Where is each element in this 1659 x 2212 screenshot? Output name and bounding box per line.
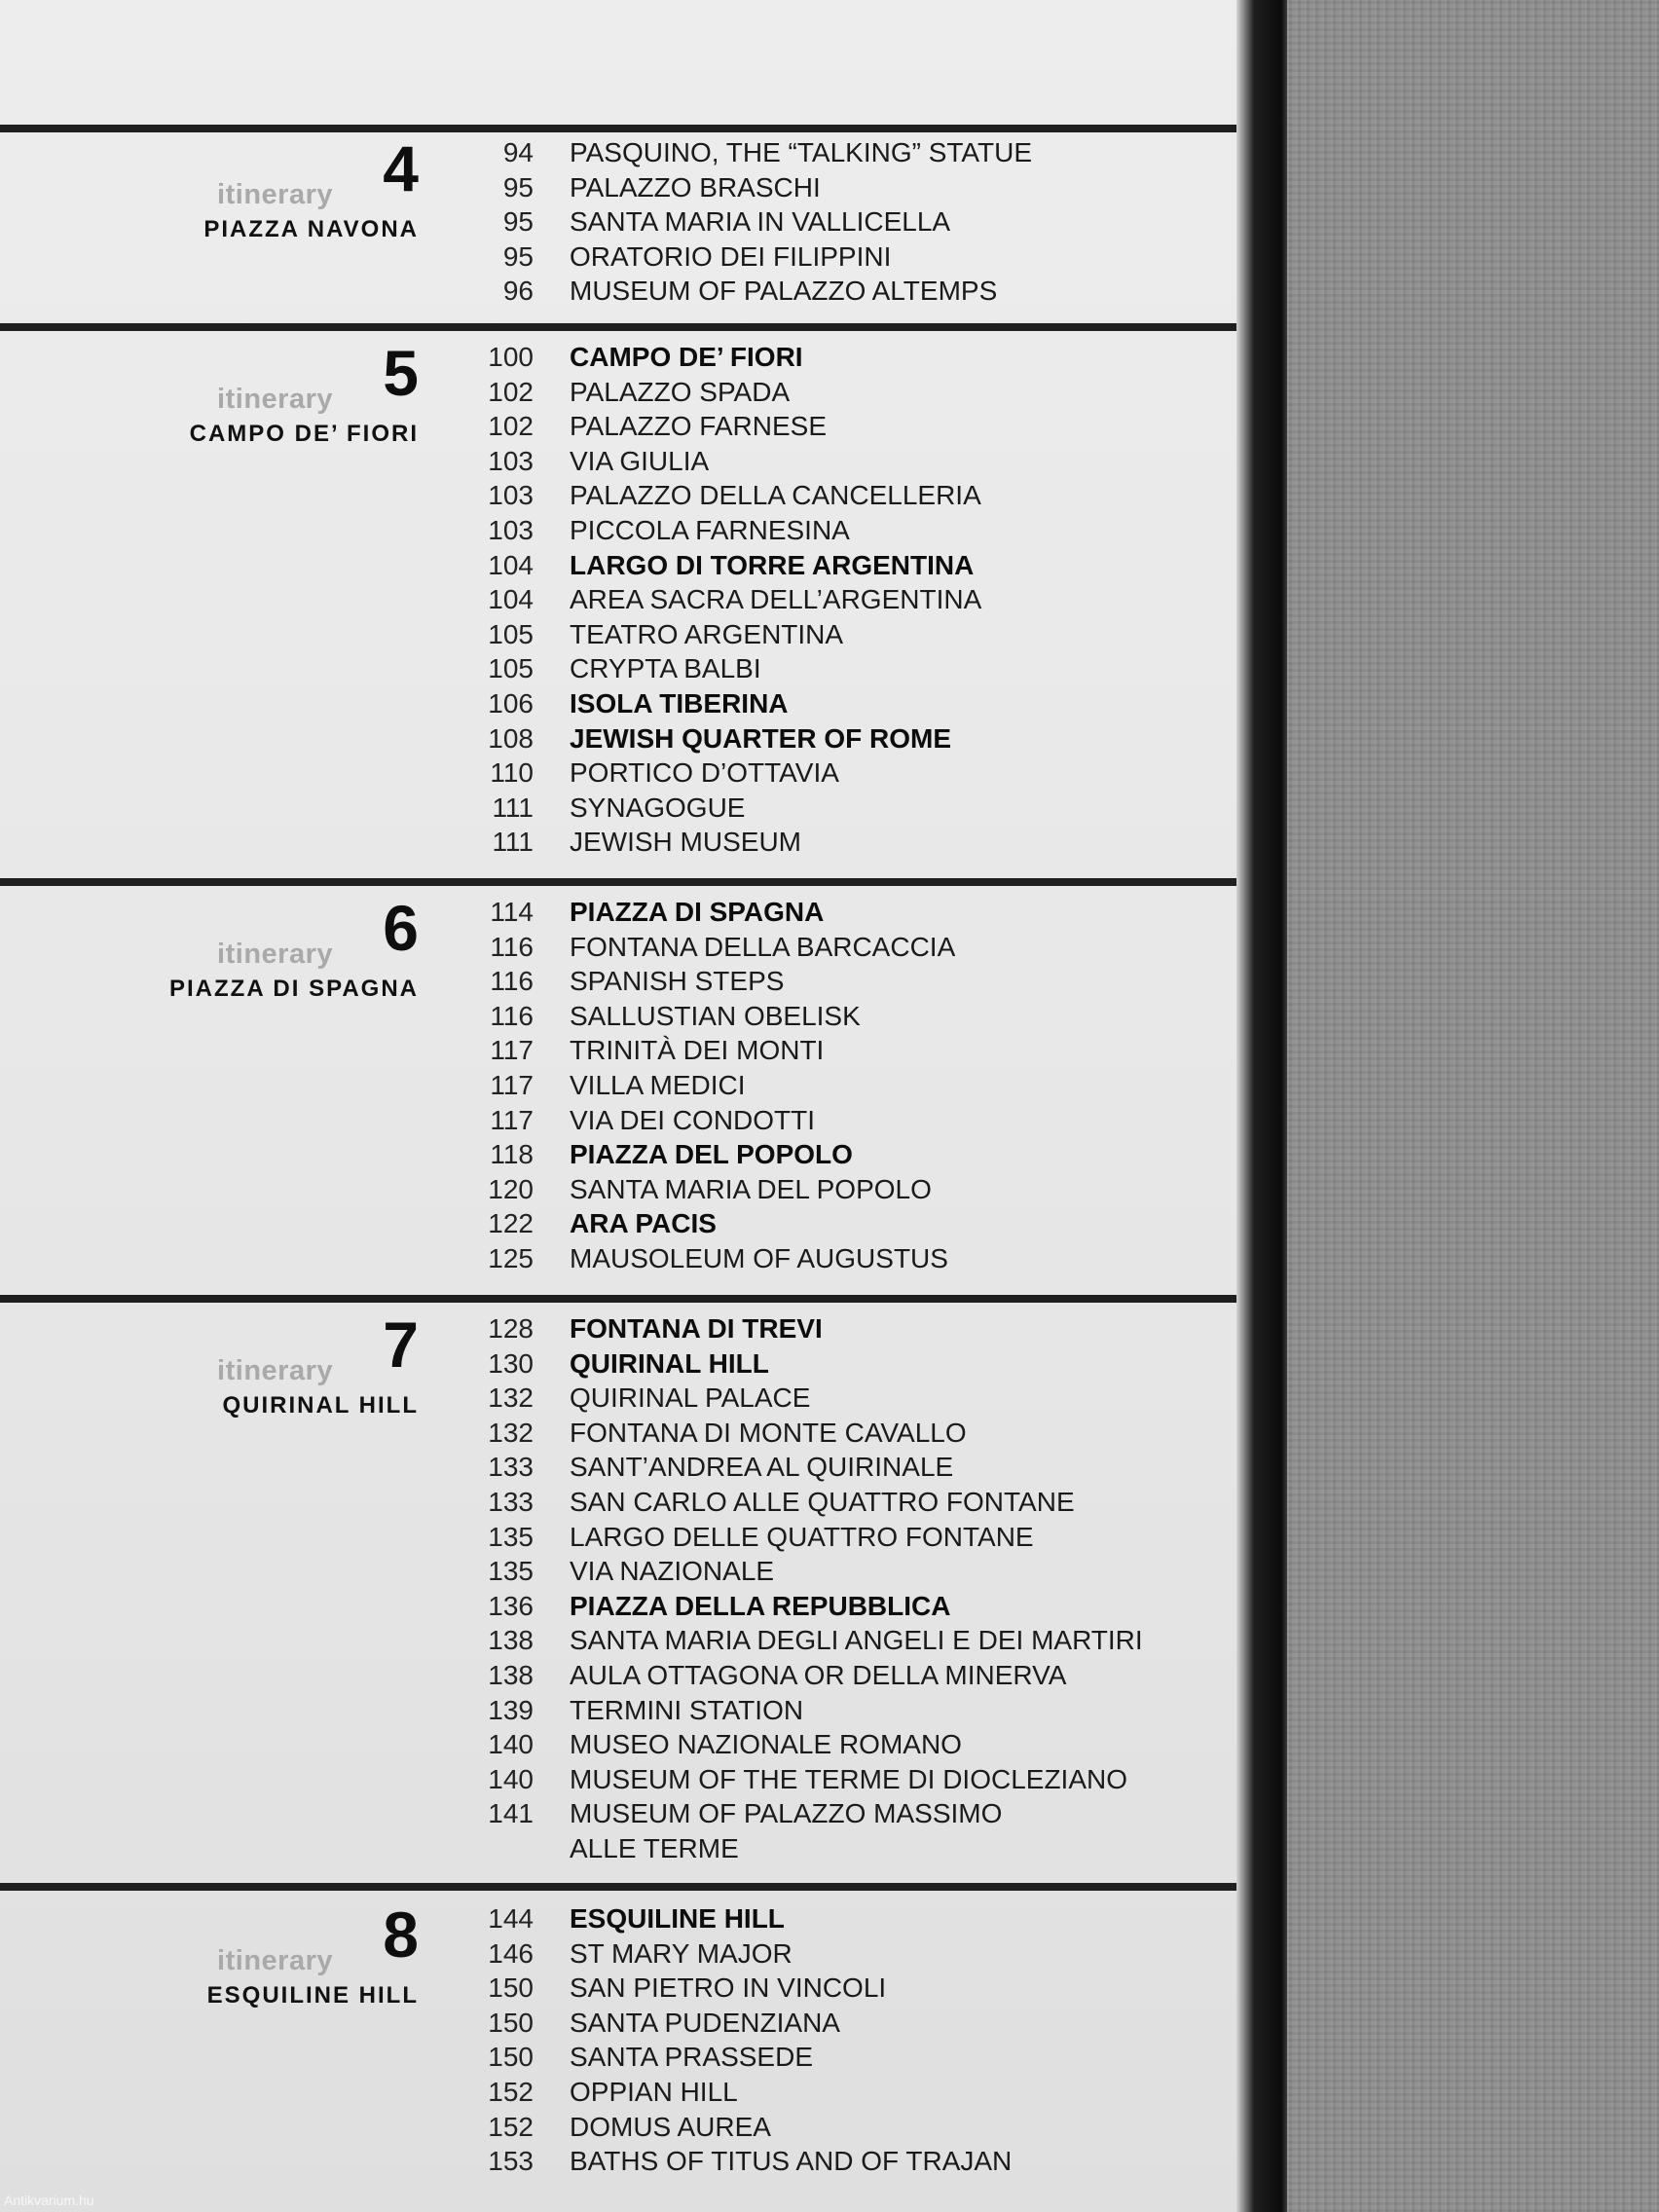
entry-title: CRYPTA BALBI bbox=[570, 653, 761, 684]
page-number: 132 bbox=[488, 1417, 534, 1448]
itinerary-name: ESQUILINE HILL bbox=[206, 1982, 419, 2009]
page-number: 130 bbox=[488, 1347, 534, 1379]
entry-title: SANTA PUDENZIANA bbox=[570, 2007, 840, 2038]
page-number: 103 bbox=[488, 480, 534, 511]
toc-entry bbox=[0, 2076, 1227, 2109]
page-number: 106 bbox=[488, 688, 534, 719]
page-number: 135 bbox=[488, 1556, 534, 1587]
entry-title: PASQUINO, THE “TALKING” STATUE bbox=[570, 137, 1033, 167]
page-number: 146 bbox=[488, 1937, 534, 1969]
toc-entry bbox=[0, 583, 1227, 616]
toc-entry bbox=[0, 549, 1227, 582]
page-number: 139 bbox=[488, 1694, 534, 1725]
entry-title: SAN CARLO ALLE QUATTRO FONTANE bbox=[570, 1487, 1075, 1517]
toc-entry bbox=[0, 1486, 1227, 1519]
entry-title: PORTICO D’OTTAVIA bbox=[570, 757, 839, 789]
entry-title: PALAZZO BRASCHI bbox=[570, 171, 821, 203]
toc-entry bbox=[0, 275, 1227, 308]
page-number: 122 bbox=[488, 1208, 534, 1239]
toc-entry bbox=[0, 1590, 1227, 1623]
page-number: 111 bbox=[492, 827, 534, 858]
itinerary-name: CAMPO DE’ FIORI bbox=[189, 421, 419, 447]
itinerary-number: 7 bbox=[383, 1309, 419, 1381]
toc-entry bbox=[0, 1104, 1227, 1137]
entry-title: AREA SACRA DELL’ARGENTINA bbox=[570, 584, 982, 615]
page-number: 153 bbox=[488, 2146, 534, 2177]
page-number: 152 bbox=[488, 2077, 534, 2107]
page-number: 117 bbox=[490, 1070, 534, 1100]
toc-entry bbox=[0, 2111, 1227, 2144]
toc-entry bbox=[0, 171, 1227, 204]
entry-title: TEATRO ARGENTINA bbox=[570, 618, 844, 649]
entry-title: PIAZZA DELLA REPUBBLICA bbox=[570, 1590, 951, 1621]
page-number: 95 bbox=[502, 206, 534, 238]
page-number: 141 bbox=[488, 1798, 534, 1829]
toc-entry bbox=[0, 687, 1227, 720]
toc-entry bbox=[0, 1173, 1227, 1206]
entry-title: AULA OTTAGONA OR DELLA MINERVA bbox=[570, 1660, 1067, 1690]
itinerary-name: PIAZZA DI SPAGNA bbox=[168, 976, 419, 1002]
page-number: 117 bbox=[490, 1104, 534, 1135]
entry-title: VIA GIULIA bbox=[570, 445, 710, 476]
itinerary-number: 5 bbox=[383, 337, 419, 409]
entry-title: SALLUSTIAN OBELISK bbox=[570, 1000, 861, 1031]
page-number: 105 bbox=[488, 653, 534, 684]
toc-entry bbox=[0, 1242, 1227, 1275]
toc-entry bbox=[0, 514, 1227, 547]
toc-entry bbox=[0, 1034, 1227, 1067]
toc-entry bbox=[0, 1382, 1227, 1415]
toc-entry bbox=[0, 1694, 1227, 1727]
entry-title: SANTA MARIA DEL POPOLO bbox=[570, 1173, 932, 1204]
page-number: 104 bbox=[488, 584, 534, 615]
toc-entry bbox=[0, 1312, 1227, 1346]
toc-entry bbox=[0, 722, 1227, 756]
page-number: 95 bbox=[502, 240, 534, 272]
toc-entry bbox=[0, 896, 1227, 929]
page-number: 150 bbox=[488, 2007, 534, 2038]
toc-entry bbox=[0, 2041, 1227, 2074]
page-number: 133 bbox=[488, 1452, 534, 1483]
entry-title: SYNAGOGUE bbox=[570, 792, 746, 823]
entry-title: JEWISH QUARTER OF ROME bbox=[570, 722, 952, 754]
page-number: 150 bbox=[488, 2042, 534, 2073]
page-number: 100 bbox=[488, 342, 534, 372]
entry-title: VIA NAZIONALE bbox=[570, 1556, 775, 1587]
page-number: 132 bbox=[488, 1382, 534, 1414]
entry-title: PIAZZA DEL POPOLO bbox=[570, 1139, 853, 1170]
page-number: 140 bbox=[488, 1729, 534, 1760]
toc-entry bbox=[0, 136, 1227, 169]
toc-entry bbox=[0, 240, 1227, 274]
entry-title: BATHS OF TITUS AND OF TRAJAN bbox=[570, 2146, 1013, 2177]
toc-entry bbox=[0, 1728, 1227, 1761]
entry-title: PALAZZO SPADA bbox=[570, 376, 791, 407]
itinerary-label: itinerary bbox=[217, 1945, 333, 1976]
itinerary-label: itinerary bbox=[217, 939, 333, 970]
page-number: 118 bbox=[490, 1139, 534, 1170]
toc-entry bbox=[0, 931, 1227, 964]
itinerary-label: itinerary bbox=[217, 179, 333, 210]
page-number: 96 bbox=[502, 276, 534, 307]
entry-title: SAN PIETRO IN VINCOLI bbox=[570, 1972, 887, 2004]
page-number: 135 bbox=[488, 1521, 534, 1552]
page-number: 138 bbox=[488, 1660, 534, 1690]
toc-entry bbox=[0, 1659, 1227, 1692]
entry-title: QUIRINAL HILL bbox=[570, 1347, 769, 1379]
entry-title: VILLA MEDICI bbox=[570, 1070, 746, 1100]
entry-title: ESQUILINE HILL bbox=[570, 1903, 785, 1934]
entry-title: SPANISH STEPS bbox=[570, 966, 785, 997]
itinerary-label: itinerary bbox=[217, 1355, 333, 1386]
page-number: 95 bbox=[502, 171, 534, 203]
entry-title: MUSEUM OF PALAZZO ALTEMPS bbox=[570, 276, 998, 307]
entry-title: FONTANA DELLA BARCACCIA bbox=[570, 931, 956, 962]
itinerary-name: PIAZZA NAVONA bbox=[203, 216, 419, 242]
entry-title: OPPIAN HILL bbox=[570, 2077, 738, 2107]
page-number: 140 bbox=[488, 1763, 534, 1794]
page-number: 117 bbox=[490, 1035, 534, 1066]
page-number: 104 bbox=[488, 549, 534, 580]
toc-entry bbox=[0, 1069, 1227, 1102]
page-number: 116 bbox=[490, 966, 534, 997]
entry-title: MUSEUM OF PALAZZO MASSIMO bbox=[570, 1798, 1003, 1829]
toc-entry bbox=[0, 2145, 1227, 2178]
page-number: 144 bbox=[488, 1903, 534, 1934]
toc-entry bbox=[0, 792, 1227, 825]
toc-entry bbox=[0, 341, 1227, 374]
entry-title: MAUSOLEUM OF AUGUSTUS bbox=[570, 1243, 948, 1273]
toc-entry bbox=[0, 376, 1227, 409]
toc-entry bbox=[0, 1417, 1227, 1450]
page-number: 116 bbox=[490, 931, 534, 962]
itinerary-number: 4 bbox=[383, 132, 419, 204]
page-number: 110 bbox=[490, 757, 534, 789]
page-number: 108 bbox=[488, 722, 534, 754]
page-number: 103 bbox=[488, 445, 534, 476]
toc-entry bbox=[0, 1207, 1227, 1240]
toc-entry bbox=[0, 445, 1227, 478]
entry-title: MUSEO NAZIONALE ROMANO bbox=[570, 1729, 962, 1760]
page-number: 133 bbox=[488, 1487, 534, 1517]
entry-title: ARA PACIS bbox=[570, 1208, 717, 1239]
toc-entry bbox=[0, 479, 1227, 512]
entry-title: SANTA MARIA DEGLI ANGELI E DEI MARTIRI bbox=[570, 1625, 1143, 1656]
page-number: 128 bbox=[488, 1313, 534, 1344]
watermark: Antikvarium.hu bbox=[4, 2193, 94, 2208]
page-number: 152 bbox=[488, 2111, 534, 2142]
toc-entry bbox=[0, 756, 1227, 790]
book-binding bbox=[1236, 0, 1287, 2212]
entry-title: DOMUS AUREA bbox=[570, 2111, 771, 2142]
toc-entry bbox=[0, 1000, 1227, 1033]
entry-title: LARGO DELLE QUATTRO FONTANE bbox=[570, 1521, 1034, 1552]
section-rule bbox=[0, 125, 1238, 132]
toc-entry bbox=[0, 1902, 1227, 1936]
page-number: 138 bbox=[488, 1625, 534, 1656]
toc-entry bbox=[0, 826, 1227, 859]
page-number: 111 bbox=[492, 792, 534, 823]
entry-title: ST MARY MAJOR bbox=[570, 1937, 793, 1969]
entry-title: JEWISH MUSEUM bbox=[570, 827, 801, 858]
entry-title: ALLE TERME bbox=[570, 1833, 739, 1863]
toc-entry bbox=[0, 1555, 1227, 1588]
entry-title: ISOLA TIBERINA bbox=[570, 688, 789, 719]
entry-title: PALAZZO FARNESE bbox=[570, 411, 827, 442]
toc-entry bbox=[0, 1832, 1227, 1865]
toc-entry bbox=[0, 1624, 1227, 1657]
entry-title: PALAZZO DELLA CANCELLERIA bbox=[570, 480, 981, 511]
section-rule bbox=[0, 1295, 1238, 1303]
entry-title: SANT’ANDREA AL QUIRINALE bbox=[570, 1452, 954, 1483]
page-number: 114 bbox=[490, 897, 534, 927]
toc-entry bbox=[0, 1937, 1227, 1971]
entry-title: VIA DEI CONDOTTI bbox=[570, 1104, 816, 1135]
toc-entry bbox=[0, 618, 1227, 651]
entry-title: TRINITÀ DEI MONTI bbox=[570, 1035, 825, 1066]
entry-title: TERMINI STATION bbox=[570, 1694, 804, 1725]
itinerary-label: itinerary bbox=[217, 384, 333, 415]
entry-title: FONTANA DI TREVI bbox=[570, 1313, 823, 1344]
page-number: 150 bbox=[488, 1972, 534, 2004]
toc-entry bbox=[0, 410, 1227, 443]
toc-entry bbox=[0, 205, 1227, 239]
toc-entry bbox=[0, 2007, 1227, 2040]
entry-title: PICCOLA FARNESINA bbox=[570, 515, 850, 545]
desk-surface bbox=[1287, 0, 1659, 2212]
toc-entry bbox=[0, 652, 1227, 685]
page-number: 102 bbox=[488, 376, 534, 407]
entry-title: ORATORIO DEI FILIPPINI bbox=[570, 240, 892, 272]
itinerary-number: 6 bbox=[383, 892, 419, 964]
section-rule bbox=[0, 323, 1238, 331]
page-number: 102 bbox=[488, 411, 534, 442]
itinerary-number: 8 bbox=[383, 1899, 419, 1971]
entry-title: SANTA MARIA IN VALLICELLA bbox=[570, 206, 951, 238]
entry-title: MUSEUM OF THE TERME DI DIOCLEZIANO bbox=[570, 1763, 1128, 1794]
entry-title: LARGO DI TORRE ARGENTINA bbox=[570, 549, 975, 580]
itinerary-name: QUIRINAL HILL bbox=[222, 1392, 419, 1419]
page-number: 103 bbox=[488, 515, 534, 545]
toc-entry bbox=[0, 1138, 1227, 1171]
page-number: 120 bbox=[488, 1173, 534, 1204]
entry-title: PIAZZA DI SPAGNA bbox=[570, 897, 825, 927]
page-number: 136 bbox=[488, 1590, 534, 1621]
section-rule bbox=[0, 1883, 1238, 1891]
page-number: 125 bbox=[488, 1243, 534, 1273]
toc-entry bbox=[0, 1451, 1227, 1484]
toc-entry bbox=[0, 1763, 1227, 1796]
toc-entry bbox=[0, 1521, 1227, 1554]
entry-title: CAMPO DE’ FIORI bbox=[570, 342, 803, 372]
page-number: 116 bbox=[490, 1000, 534, 1031]
toc-entry bbox=[0, 1347, 1227, 1381]
toc-entry bbox=[0, 1972, 1227, 2005]
page-number: 105 bbox=[488, 618, 534, 649]
toc-entry bbox=[0, 965, 1227, 998]
entry-title: FONTANA DI MONTE CAVALLO bbox=[570, 1417, 967, 1448]
entry-title: QUIRINAL PALACE bbox=[570, 1382, 811, 1414]
entry-title: SANTA PRASSEDE bbox=[570, 2042, 814, 2073]
page-number: 94 bbox=[502, 137, 534, 167]
toc-entry bbox=[0, 1797, 1227, 1830]
section-rule bbox=[0, 878, 1238, 886]
